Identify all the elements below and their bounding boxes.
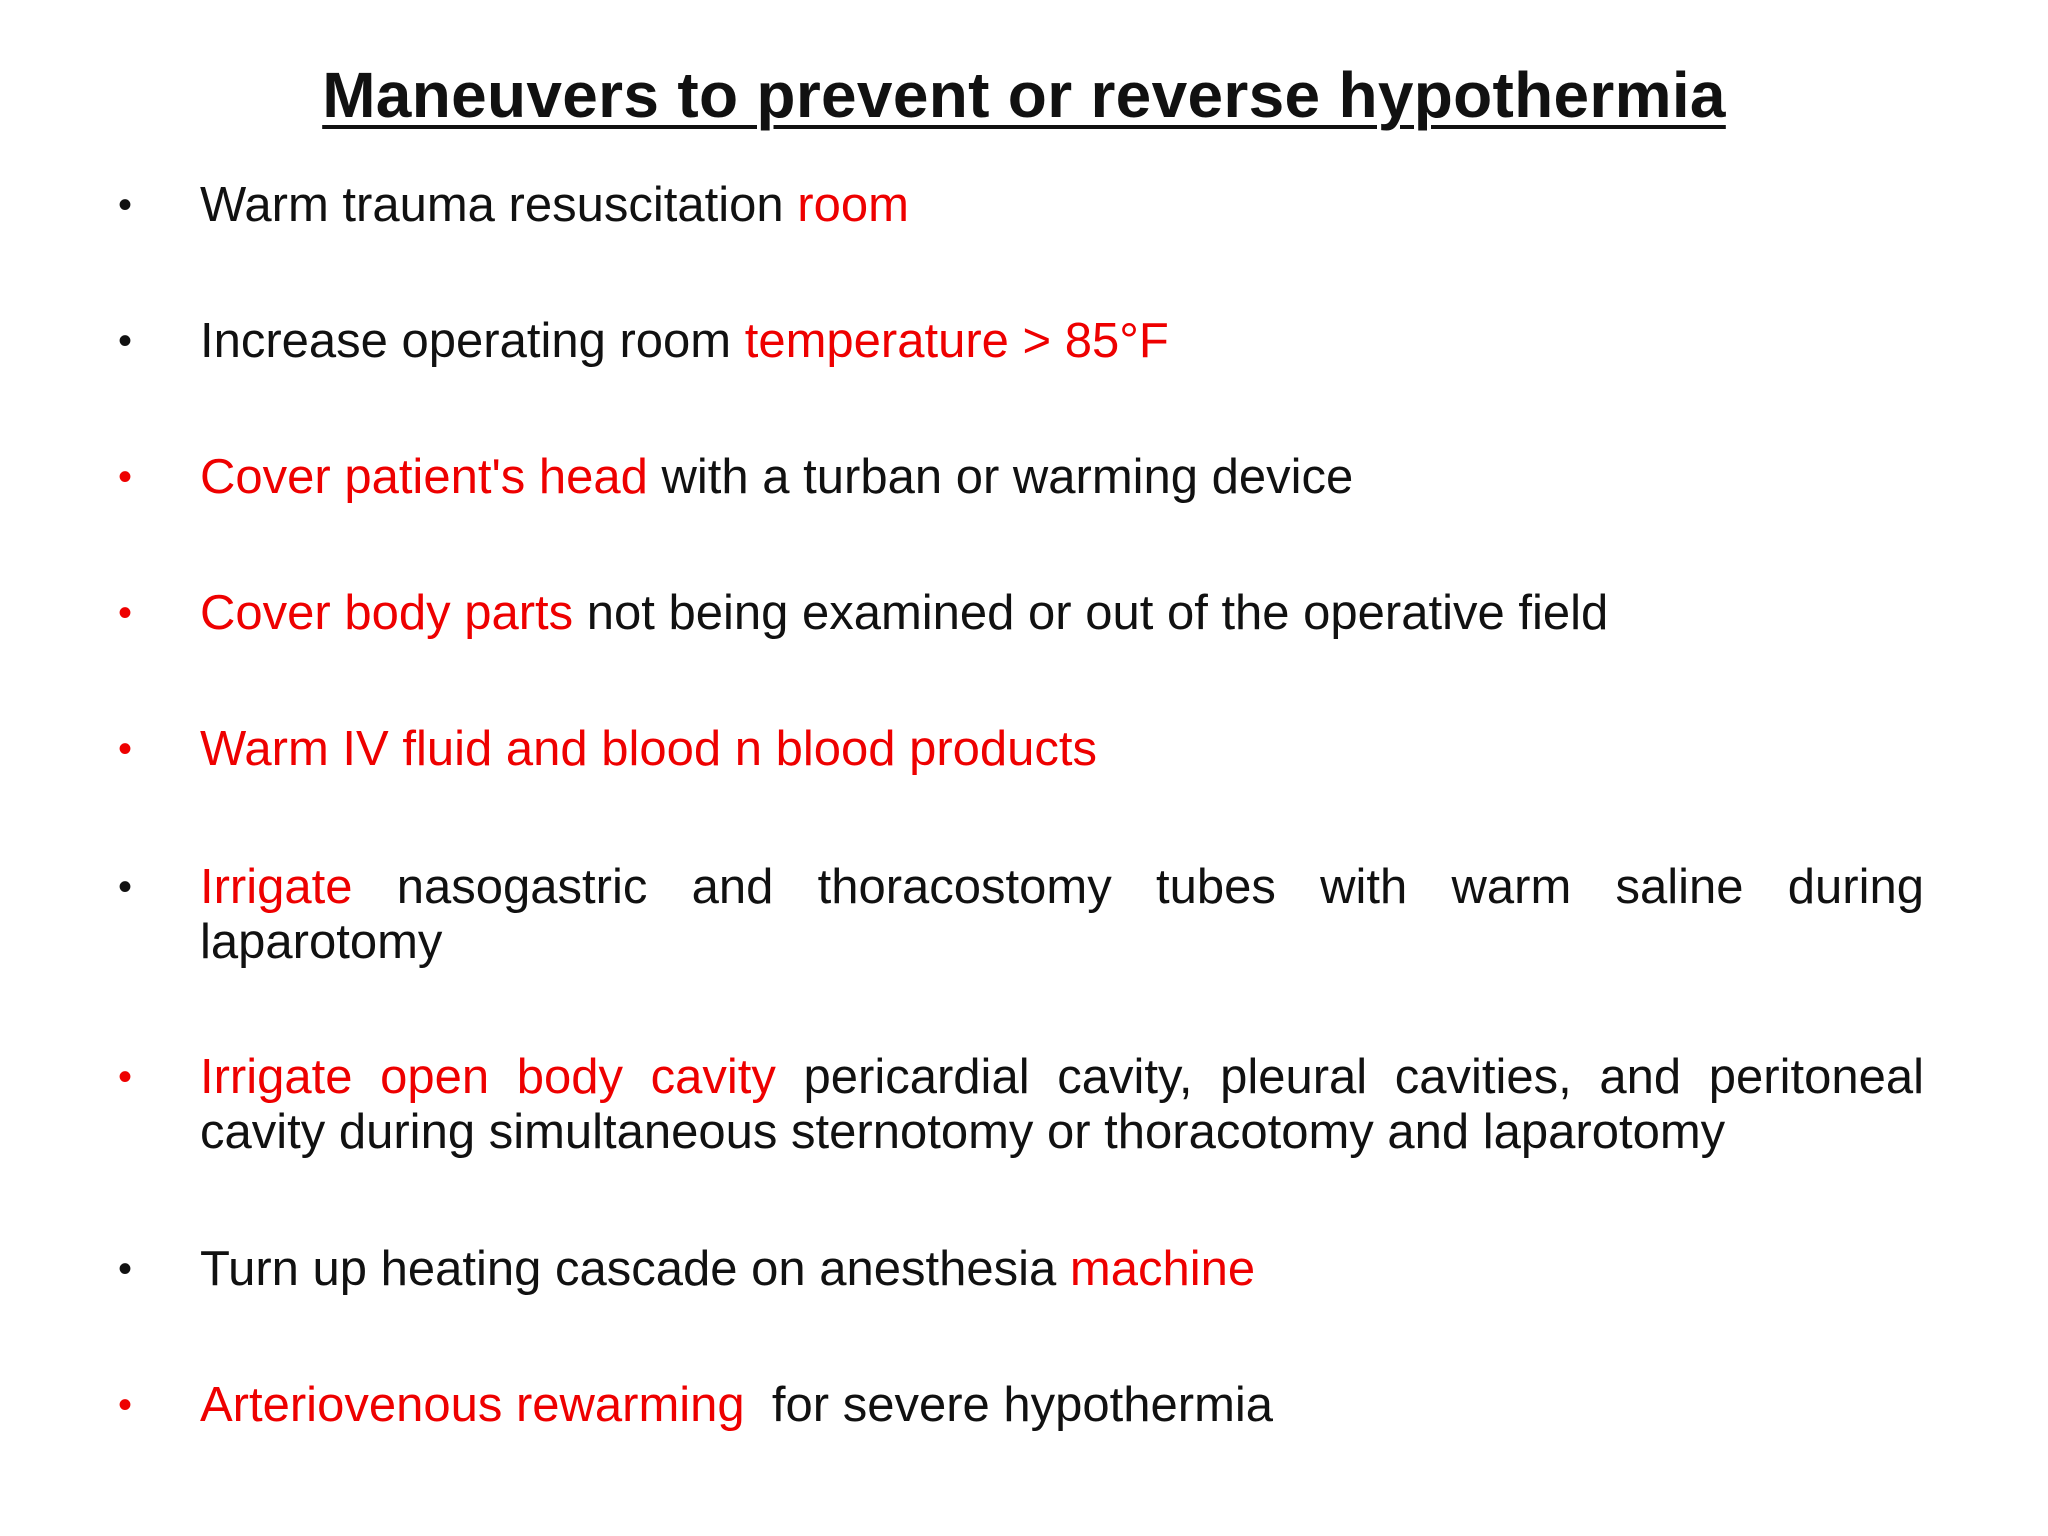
bullet-highlight: Cover patient's head xyxy=(200,450,648,504)
bullet-marker: • xyxy=(118,319,133,363)
bullet-marker: • xyxy=(118,1247,133,1291)
bullet-marker: • xyxy=(118,455,133,499)
bullet-highlight: Warm IV fluid and blood n blood products xyxy=(200,722,1098,776)
bullet-text-segment: with a turban or warming device xyxy=(647,450,1354,504)
bullet-text xyxy=(200,1378,1924,1433)
bullet-text xyxy=(200,586,1924,641)
bullet-text xyxy=(200,860,1924,970)
bullet-marker: • xyxy=(118,1055,133,1099)
bullet-text-segment: Increase operating room xyxy=(200,314,745,368)
bullet-text xyxy=(200,722,1924,777)
bullet-text-segment: pericardial cavity, pleural cavities, and peritoneal cavity during simultaneous sternotomy or thoracotomy and laparotomy xyxy=(200,1050,1925,1159)
bullet-text-segment: Warm trauma resuscitation xyxy=(200,178,798,232)
bullet-highlight: machine xyxy=(1069,1242,1256,1296)
bullet-marker: • xyxy=(118,727,133,771)
bullet-marker: • xyxy=(118,865,133,909)
bullet-marker: • xyxy=(118,1383,133,1427)
bullet-marker: • xyxy=(118,183,133,227)
bullet-highlight: room xyxy=(797,178,909,232)
bullet-text-segment: not being examined or out of the operative field xyxy=(573,586,1609,640)
bullet-text-segment: for severe hypothermia xyxy=(744,1378,1274,1432)
bullet-text xyxy=(200,1050,1924,1160)
bullet-highlight: Irrigate xyxy=(200,860,353,914)
bullet-marker: • xyxy=(118,591,133,635)
bullet-highlight: temperature > 85°F xyxy=(744,314,1169,368)
bullet-highlight: Cover body parts xyxy=(200,586,574,640)
bullet-text xyxy=(200,450,1924,505)
slide-title: Maneuvers to prevent or reverse hypothermia xyxy=(322,59,1726,131)
bullet-highlight: Irrigate open body cavity xyxy=(200,1050,776,1104)
bullet-text xyxy=(200,314,1924,369)
bullet-text xyxy=(200,1242,1924,1297)
bullet-highlight: Arteriovenous rewarming xyxy=(200,1378,745,1432)
bullet-text-segment: nasogastric and thoracostomy tubes with warm saline during laparotomy xyxy=(200,860,1924,969)
bullet-text xyxy=(200,178,1924,233)
bullet-text-segment: Turn up heating cascade on anesthesia xyxy=(200,1242,1070,1296)
